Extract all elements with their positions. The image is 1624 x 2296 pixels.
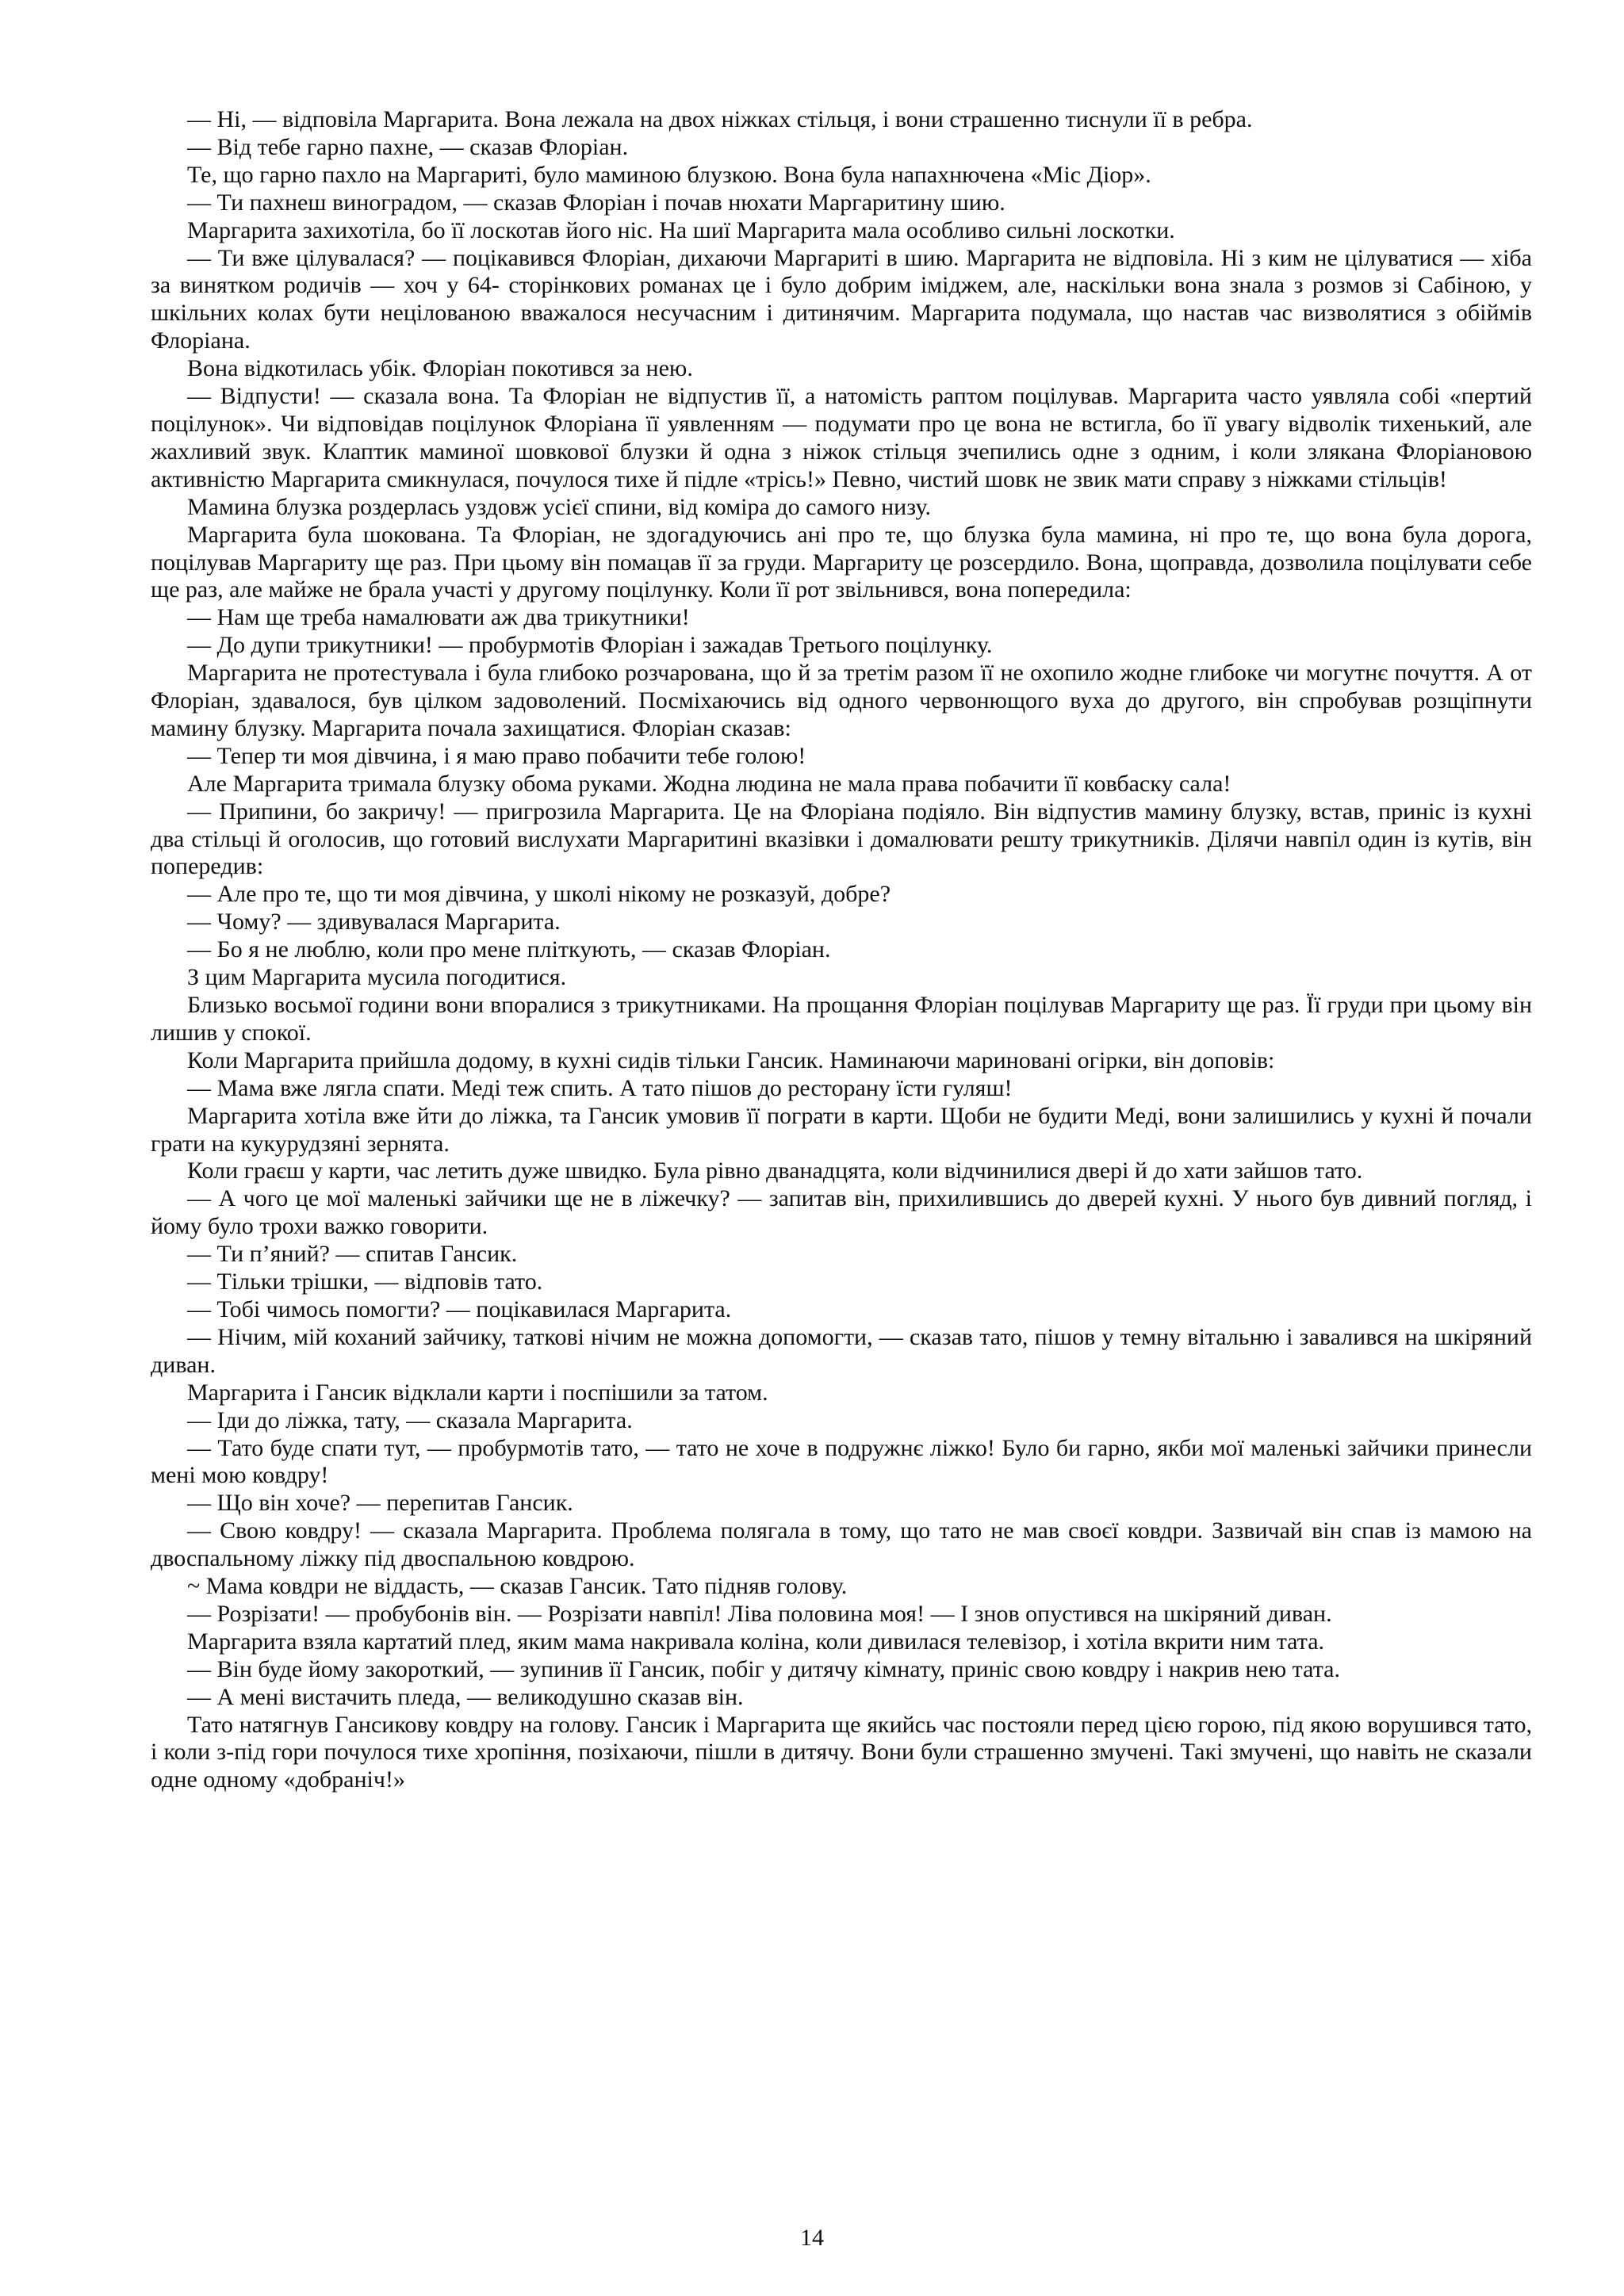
paragraph: З цим Маргарита мусила погодитися. — [187, 964, 567, 991]
paragraph: — Ні, — відповіла Маргарита. Вона лежала на двох ніжках стільця, і вони страшенно тиснули її в ребра. — [187, 106, 1253, 132]
paragraph: Коли граєш у карти, час летить дуже швидко. Була рівно дванадцята, коли відчинилися двері й до хати зайшов тато. — [187, 1158, 1363, 1184]
page-text — [151, 106, 1532, 1794]
paragraph: — Від тебе гарно пахне, — сказав Флоріан. — [187, 133, 629, 160]
paragraph: Те, що гарно пахло на Маргариті, було маминою блузкою. Вона була напахнючена «Міс Діор». — [187, 161, 1151, 188]
paragraph: Маргарита хотіла вже йти до ліжка, та Гансик умовив її пограти в карти. Щоби не будити Меді, вони залишились у кухні й почали грати на кукурудзяні зернята. — [151, 1102, 1532, 1157]
paragraph: — Мама вже лягла спати. Меді теж спить. А тато пішов до ресторану їсти гуляш! — [187, 1074, 1013, 1101]
paragraph: — Але про те, що ти моя дівчина, у школі нікому не розказуй, добре? — [187, 881, 891, 908]
paragraph: Вона відкотилась убік. Флоріан покотився за нею. — [187, 355, 693, 382]
paragraph: Маргарита не протестувала і була глибоко розчарована, що й за третім разом її не охопило жодне глибоке чи могутнє почуття. А от Флоріан, здавалося, був цілком задоволений. Посміхаючись від одного червонющого вуха до другого, він спробував розщіпнути мамину блузку. Маргарита почала захищатися. Флоріан сказав: — [151, 660, 1532, 741]
paragraph: — Свою ковдру! — сказала Маргарита. Проблема полягала в тому, що тато не мав своєї ковдри. Зазвичай він спав із мамою на двоспальному ліжку під двоспальною ковдрою. — [151, 1517, 1532, 1572]
paragraph: — Тепер ти моя дівчина, і я маю право побачити тебе голою! — [187, 742, 806, 769]
paragraph: — Він буде йому закороткий, — зупинив її Гансик, побіг у дитячу кімнату, приніс свою ковдру і накрив нею тата. — [187, 1655, 1340, 1682]
paragraph: — Бо я не люблю, коли про мене пліткують, — сказав Флоріан. — [187, 936, 831, 963]
paragraph: — Нічим, мій коханий зайчику, таткові нічим не можна допомогти, — сказав тато, пішов у темну вітальню і завалився на шкіряний диван. — [151, 1323, 1532, 1378]
paragraph: — Розрізати! — пробубонів він. — Розрізати навпіл! Ліва половина моя! — І знов опустився на шкіряний диван. — [187, 1600, 1332, 1627]
paragraph: Мамина блузка роздерлась уздовж усієї спини, від коміра до самого низу. — [187, 493, 931, 520]
paragraph: — Ти пахнеш виноградом, — сказав Флоріан і почав нюхати Маргаритину шию. — [187, 189, 1005, 216]
paragraph: ~ Мама ковдри не віддасть, — сказав Гансик. Тато підняв голову. — [187, 1573, 848, 1600]
paragraph: — Тато буде спати тут, — пробурмотів тато, — тато не хоче в подружнє ліжко! Було би гарно, якби мої маленькі зайчики принесли мені мою ковдру! — [151, 1434, 1532, 1489]
paragraph: Тато натягнув Гансикову ковдру на голову. Гансик і Маргарита ще якийсь час постояли перед цією горою, під якою ворушився тато, і коли з-під гори почулося тихе хропіння, позіхаючи, пішли в дитячу. Вони були страшенно змучені. Такі змучені, що навіть не сказали одне одному «добраніч!» — [151, 1711, 1532, 1793]
paragraph: Маргарита і Гансик відклали карти і поспішили за татом. — [187, 1379, 768, 1406]
paragraph: — Чому? — здивувалася Маргарита. — [187, 909, 561, 936]
paragraph: — Ти п’яний? — спитав Гансик. — [187, 1241, 518, 1268]
paragraph: — Тільки трішки, — відповів тато. — [187, 1269, 543, 1295]
paragraph: — Тобі чимось помогти? — поцікавилася Маргарита. — [187, 1295, 732, 1322]
paragraph: — Що він хоче? — перепитав Гансик. — [187, 1490, 573, 1517]
paragraph: — Відпусти! — сказала вона. Та Флоріан не відпустив її, а натомість раптом поцілував. Маргарита часто уявляла собі «пертий поцілунок». Чи відповідав поцілунок Флоріана її уявленням — подумати про це вона не встигла, бо її увагу відволік тихенький, але жахливий звук. Клаптик маминої шовкової блузки й одна з ніжок стільця зчепились одне з одним, і коли злякана Флоріановою активністю Маргарита смикнулася, почулося тихе й підле «трісь!» Певно, чистий шовк не звик мати справу з ніжками стільців! — [151, 383, 1532, 492]
paragraph: — Іди до ліжка, тату, — сказала Маргарита. — [187, 1406, 633, 1433]
paragraph: Маргарита взяла картатий плед, яким мама накривала коліна, коли дивилася телевізор, і хотіла вкрити ним тата. — [187, 1628, 1325, 1655]
paragraph: — До дупи трикутники! — пробурмотів Флоріан і зажадав Третього поцілунку. — [187, 632, 993, 659]
paragraph: — А чого це мої маленькі зайчики ще не в ліжечку? — запитав він, прихилившись до дверей кухні. У нього був дивний погляд, і йому було трохи важко говорити. — [151, 1185, 1532, 1240]
paragraph: Близько восьмої години вони впоралися з трикутниками. На прощання Флоріан поцілував Маргариту ще раз. Її груди при цьому він лишив у спокої. — [151, 992, 1532, 1046]
paragraph: Маргарита захихотіла, бо її лоскотав його ніс. На шиї Маргарита мала особливо сильні лоскотки. — [187, 216, 1175, 243]
paragraph: — А мені вистачить пледа, — великодушно сказав він. — [187, 1683, 744, 1710]
paragraph: Коли Маргарита прийшла додому, в кухні сидів тільки Гансик. Наминаючи мариновані огірки, він доповів: — [187, 1047, 1275, 1073]
paragraph: — Припини, бо закричу! — пригрозила Маргарита. Це на Флоріана подіяло. Він відпустив мамину блузку, встав, приніс із кухні два стільці й оголосив, що готовий вислухати Маргаритині вказівки і домалювати решту трикутників. Ділячи навпіл один із кутів, він попередив: — [151, 798, 1532, 880]
paragraph: Маргарита була шокована. Та Флоріан, не здогадуючись ані про те, що блузка була мамина, ні про те, що вона була дорога, поцілував Маргариту ще раз. При цьому він помацав її за груди. Маргариту це розсердило. Вона, щоправда, дозволила поцілувати себе ще раз, але майже не брала участі у другому поцілунку. Коли її рот звільнився, вона попередила: — [151, 521, 1532, 603]
paragraph: — Нам ще треба намалювати аж два трикутники! — [187, 604, 690, 631]
page-number: 14 — [800, 2225, 824, 2251]
paragraph: Але Маргарита тримала блузку обома руками. Жодна людина не мала права побачити її ковбаску сала! — [187, 770, 1231, 797]
paragraph: — Ти вже цілувалася? — поцікавився Флоріан, дихаючи Маргариті в шию. Маргарита не відповіла. Ні з ким не цілуватися — хіба за винятком родичів — хоч у 64- сторінкових романах це і було добрим іміджем, але, наскільки вона знала з розмов зі Сабіною, у шкільних колах бути нецілованою вважалося несучасним і дитинячим. Маргарита подумала, що настав час визволятися з обіймів Флоріана. — [151, 244, 1532, 354]
